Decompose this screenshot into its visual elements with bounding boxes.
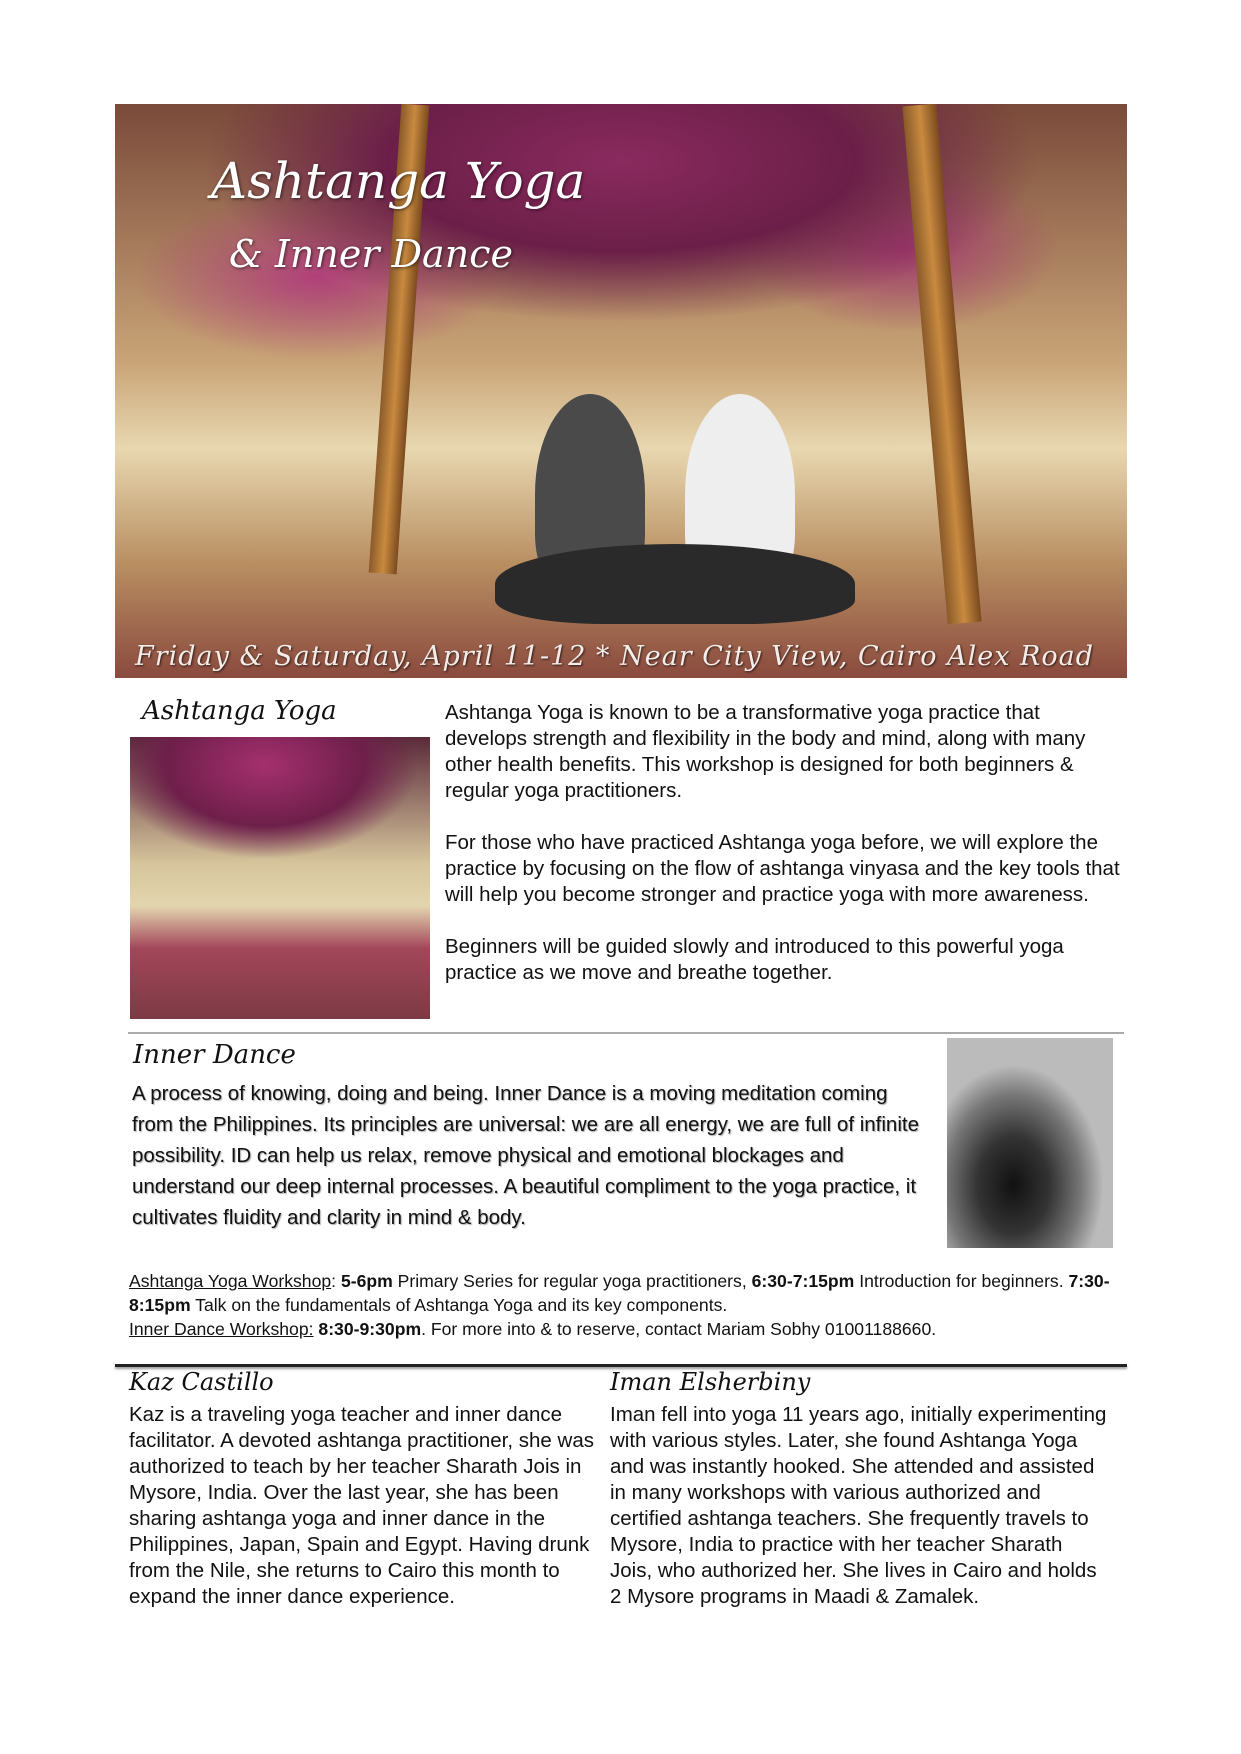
time: 7:30-8:15pm [129,1271,1110,1315]
hero-title: Ashtanga Yoga [211,152,586,210]
section-divider [115,1364,1127,1367]
schedule-text: Introduction for beginners. [854,1271,1069,1291]
time: 5-6pm [340,1271,393,1291]
ashtanga-workshop-label: Ashtanga Yoga Workshop [129,1271,332,1291]
hero-subtitle: & Inner Dance [229,232,513,276]
teacher-bio: Iman fell into yoga 11 years ago, initially experimenting with various styles. Later, she found Ashtanga Yoga and was instantly hooked. She attended and assisted in many workshops with various authorized and certified ashtanga teachers. She frequently travels to Mysore, India to practice with her teacher Sharath Jois, who authorized her. She lives in Cairo and holds 2 Mysore programs in Maadi & Zamalek. [610,1403,1107,1608]
schedule-text: . For more into & to reserve, contact Mariam Sobhy 01001188660. [421,1319,937,1339]
time: 8:30-9:30pm [318,1319,422,1339]
teacher-name: Iman Elsherbiny [610,1368,811,1396]
ashtanga-heading: Ashtanga Yoga [142,696,337,726]
schedule-text: Primary Series for regular yoga practitioners, [392,1271,752,1291]
ashtanga-paragraph: For those who have practiced Ashtanga yoga before, we will explore the practice by focusing on the flow of ashtanga vinyasa and the key tools that will help you become stronger and practice yoga with more awareness. [445,831,1120,906]
inner-dance-workshop-label: Inner Dance Workshop: [129,1319,314,1339]
ashtanga-pose-photo [130,737,430,1019]
crossed-legs [495,544,855,624]
schedule-text: Talk on the fundamentals of Ashtanga Yoga and its key components. [190,1295,728,1315]
ashtanga-paragraph: Ashtanga Yoga is known to be a transformative yoga practice that develops strength and flexibility in the body and mind, along with many other health benefits. This workshop is designed for both beginners & regular yoga practitioners. [445,701,1086,802]
inner-dance-silhouette-photo [947,1038,1113,1248]
ashtanga-paragraph: Beginners will be guided slowly and introduced to this powerful yoga practice as we move and breathe together. [445,935,1064,984]
teacher-bio: Kaz is a traveling yoga teacher and inner dance facilitator. A devoted ashtanga practitioner, she was authorized to teach by her teacher Sharath Jois in Mysore, India. Over the last year, she has been sharing ashtanga yoga and inner dance in the Philippines, Japan, Spain and Egypt. Having drunk from the Nile, she returns to Cairo this month to expand the inner dance experience. [129,1403,594,1608]
inner-dance-description: A process of knowing, doing and being. Inner Dance is a moving meditation coming from the Philippines. Its principles are universal: we are all energy, we are full of infinite possibility. ID can help us relax, remove physical and emotional blockages and understand our deep internal processes. A beautiful compliment to the yoga practice, it cultivates fluidity and clarity in mind & body. [132,1082,919,1229]
hero-banner-photo [115,104,1127,678]
hero-date-location: Friday & Saturday, April 11-12 * Near City View, Cairo Alex Road [135,641,1095,672]
inner-dance-heading: Inner Dance [133,1040,296,1070]
teacher-name: Kaz Castillo [129,1368,274,1396]
wooden-beam [902,104,981,624]
time: 6:30-7:15pm [751,1271,855,1291]
ashtanga-description [445,700,1125,986]
schedule: Ashtanga Yoga Workshop: 5-6pm Primary Series for regular yoga practitioners, 6:30-7:15pm Introduction for beginners. 7:30-8:15pm Talk on the fundamentals of Ashtanga Yoga and its key components. Inner Dance Workshop: 8:30-9:30pm. For more into & to reserve, contact Mariam Sobhy 01001188660. [129,1271,1110,1339]
section-divider [128,1032,1124,1034]
